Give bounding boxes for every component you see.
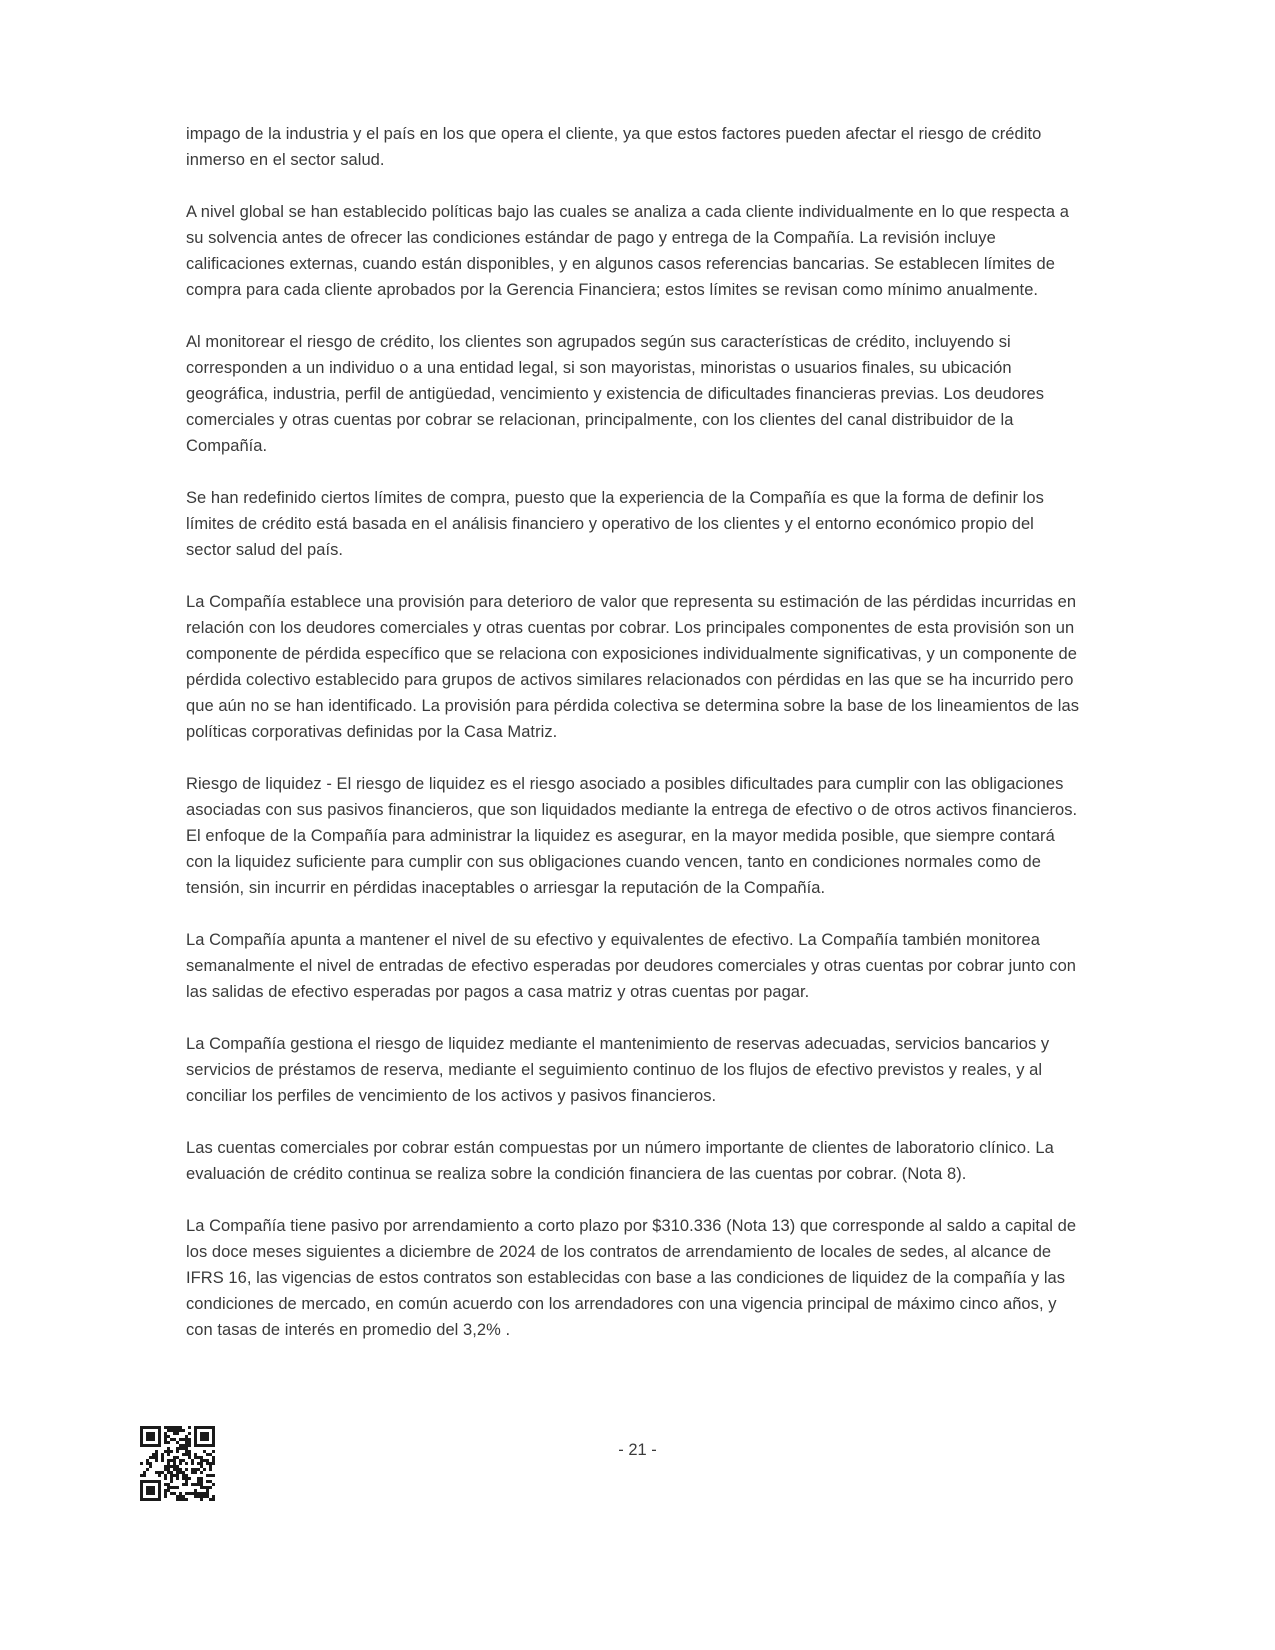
- paragraph-liquidity-management: La Compañía gestiona el riesgo de liquidez mediante el mantenimiento de reservas adecuadas, servicios bancarios y servicios de préstamos de reserva, mediante el seguimiento continuo de los flujos de efectivo previstos y reales, y al conciliar los perfiles de vencimiento de los activos y pasivos financieros.: [186, 1035, 1050, 1105]
- document-body: [186, 121, 1083, 1369]
- paragraph-cash-level: La Compañía apunta a mantener el nivel de su efectivo y equivalentes de efectivo. La Compañía también monitorea semanalmente el nivel de entradas de efectivo esperadas por deudores comerciales y otras cuentas por cobrar junto con las salidas de efectivo esperadas por pagos a casa matriz y otras cuentas por pagar.: [186, 931, 1077, 1001]
- paragraph-lease-liability: La Compañía tiene pasivo por arrendamiento a corto plazo por $310.336 (Nota 13) que corresponde al saldo a capital de los doce meses siguientes a diciembre de 2024 de los contratos de arrendamiento de locales de sedes, al alcance de IFRS 16, las vigencias de estos contratos son establecidas con base a las condiciones de liquidez de la compañía y las condiciones de mercado, en común acuerdo con los arrendadores con una vigencia principal de máximo cinco años, y con tasas de interés en promedio del 3,2% .: [186, 1217, 1077, 1339]
- paragraph-purchase-limits: Se han redefinido ciertos límites de compra, puesto que la experiencia de la Compañía es que la forma de definir los límites de crédito está basada en el análisis financiero y operativo de los clientes y el entorno económico propio del sector salud del país.: [186, 489, 1044, 559]
- paragraph-credit-monitoring: Al monitorear el riesgo de crédito, los clientes son agrupados según sus características de crédito, incluyendo si corresponden a un individuo o a una entidad legal, si son mayoristas, minoristas o usuarios finales, su ubicación geográfica, industria, perfil de antigüedad, vencimiento y existencia de dificultades financieras previas. Los deudores comerciales y otras cuentas por cobrar se relacionan, principalmente, con los clientes del canal distribuidor de la Compañía.: [186, 333, 1045, 455]
- paragraph-credit-risk-intro: impago de la industria y el país en los que opera el cliente, ya que estos factores pueden afectar el riesgo de crédito inmerso en el sector salud.: [186, 125, 1042, 169]
- paragraph-receivables: Las cuentas comerciales por cobrar están compuestas por un número importante de clientes de laboratorio clínico. La evaluación de crédito continua se realiza sobre la condición financiera de las cuentas por cobrar. (Nota 8).: [186, 1139, 1054, 1183]
- paragraph-liquidity-risk: Riesgo de liquidez - El riesgo de liquidez es el riesgo asociado a posibles dificultades para cumplir con las obligaciones asociadas con sus pasivos financieros, que son liquidados mediante la entrega de efectivo o de otros activos financieros. El enfoque de la Compañía para administrar la liquidez es asegurar, en la mayor medida posible, que siempre contará con la liquidez suficiente para cumplir con sus obligaciones cuando vencen, tanto en condiciones normales como de tensión, sin incurrir en pérdidas inaceptables o arriesgar la reputación de la Compañía.: [186, 775, 1078, 897]
- page-number: - 21 -: [618, 1441, 657, 1459]
- paragraph-global-policies: A nivel global se han establecido políticas bajo las cuales se analiza a cada cliente individualmente en lo que respecta a su solvencia antes de ofrecer las condiciones estándar de pago y entrega de la Compañía. La revisión incluye calificaciones externas, cuando están disponibles, y en algunos casos referencias bancarias. Se establecen límites de compra para cada cliente aprobados por la Gerencia Financiera; estos límites se revisan como mínimo anualmente.: [186, 203, 1069, 299]
- paragraph-impairment-provision: La Compañía establece una provisión para deterioro de valor que representa su estimación de las pérdidas incurridas en relación con los deudores comerciales y otras cuentas por cobrar. Los principales componentes de esta provisión son un componente de pérdida específico que se relaciona con exposiciones individualmente significativas, y un componente de pérdida colectivo establecido para grupos de activos similares relacionados con pérdidas en las que se ha incurrido pero que aún no se han identificado. La provisión para pérdida colectiva se determina sobre la base de los lineamientos de las políticas corporativas definidas por la Casa Matriz.: [186, 593, 1080, 741]
